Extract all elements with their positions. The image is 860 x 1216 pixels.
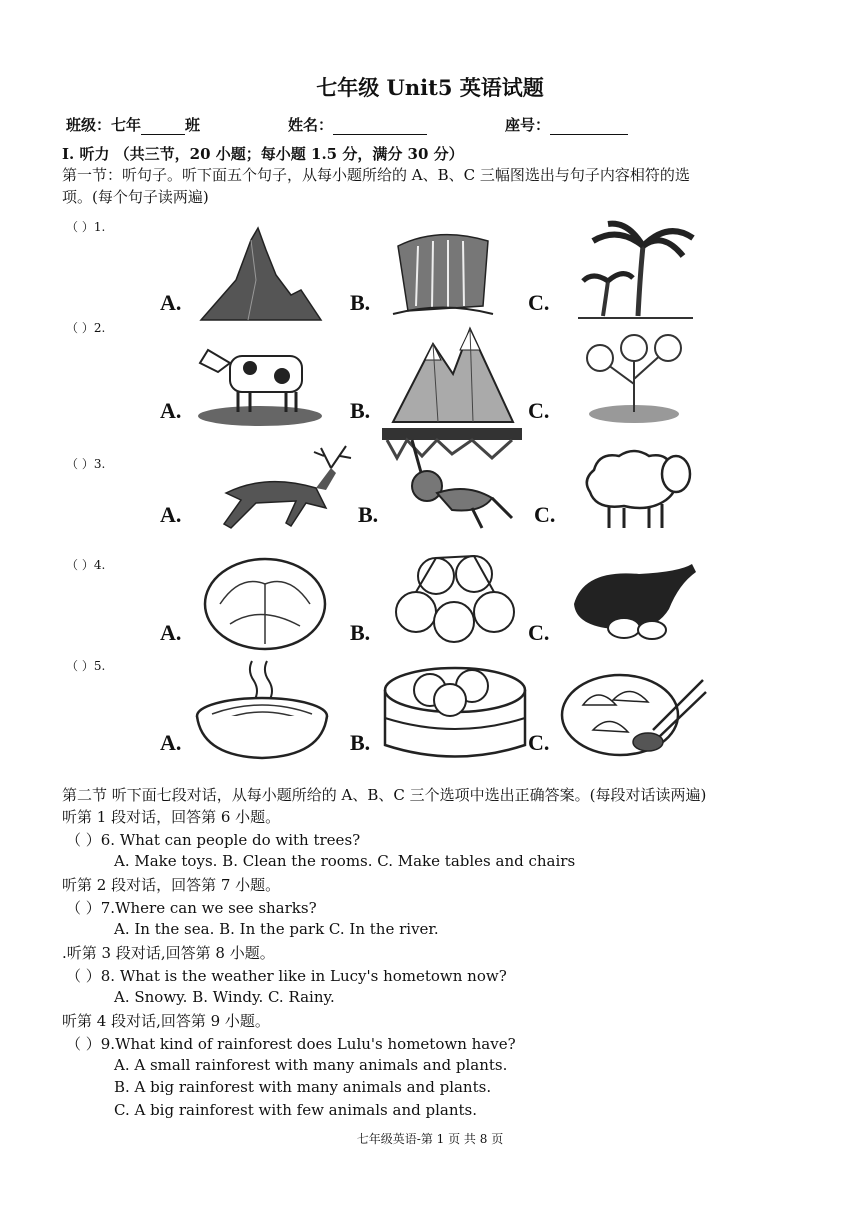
part1-intro-line1: 第一节：听句子。听下面五个句子，从每小题所给的 A、B、C 三幅图选出与句子内容相符的选 [62, 166, 690, 184]
seat-blank[interactable] [550, 119, 628, 135]
seat-field [505, 114, 628, 135]
option-b-label: B. [350, 620, 371, 645]
palm-trees-icon[interactable] [568, 216, 698, 322]
option-c-label: C. [528, 620, 550, 645]
deer-icon[interactable] [196, 438, 356, 533]
q9-question: （ ）9.What kind of rainforest does Lulu's hometown have? [66, 1035, 516, 1053]
option-b-label: B. [350, 730, 371, 755]
monkey-icon[interactable] [382, 428, 522, 536]
noodles-icon[interactable] [192, 656, 332, 762]
picture-row-2 [160, 324, 700, 432]
q8-options: A. Snowy. B. Windy. C. Rainy. [114, 988, 335, 1006]
name-label: 姓名： [288, 116, 334, 134]
question-3-label: （ ）3. [66, 457, 106, 471]
class-blank[interactable] [141, 119, 185, 135]
mountain-icon[interactable] [196, 220, 326, 324]
question-4-label: （ ）4. [66, 558, 106, 572]
picture-row-4 [160, 546, 700, 654]
option-b-label: B. [350, 398, 371, 423]
sheep-icon[interactable] [564, 440, 704, 532]
class-suffix: 班 [185, 116, 201, 134]
question-2-label: （ ）2. [66, 321, 106, 335]
page-footer: 七年级英语-第 1 页 共 8 页 [356, 1132, 504, 1146]
q9-option-a: A. A small rainforest with many animals and plants. [114, 1056, 508, 1074]
cabbage-icon[interactable] [200, 554, 330, 652]
q6-lead: 听第 1 段对话，回答第 6 小题。 [62, 808, 281, 826]
waterfall-icon[interactable] [388, 226, 498, 322]
flowers-icon[interactable] [564, 324, 704, 424]
q7-lead: 听第 2 段对话，回答第 7 小题。 [62, 876, 281, 894]
option-c-label: C. [528, 398, 550, 423]
tomatoes-icon[interactable] [386, 550, 516, 650]
class-field [66, 114, 200, 135]
q9-lead: 听第 4 段对话,回答第 9 小题。 [62, 1012, 270, 1030]
picture-row-3 [160, 428, 700, 536]
page-title: 七年级 Unit5 英语试题 [316, 75, 544, 100]
cow-icon[interactable] [190, 328, 330, 428]
q9-option-c: C. A big rainforest with few animals and plants. [114, 1101, 477, 1119]
q6-question: （ ）6. What can people do with trees? [66, 831, 361, 849]
question-5-label: （ ）5. [66, 659, 106, 673]
question-1-label: （ ）1. [66, 220, 106, 234]
q9-option-b: B. A big rainforest with many animals and plants. [114, 1078, 492, 1096]
part1-intro-line2: 项。(每个句子读两遍) [62, 188, 209, 206]
eggplant-icon[interactable] [564, 554, 704, 650]
section-heading: I. 听力 （共三节，20 小题；每小题 1.5 分，满分 30 分） [62, 145, 464, 163]
seat-label: 座号： [505, 116, 551, 134]
dumplings-icon[interactable] [558, 660, 708, 762]
option-b-label: B. [350, 290, 371, 315]
class-label: 班级：七年 [66, 116, 142, 134]
option-a-label: A. [160, 502, 182, 527]
steamed-buns-icon[interactable] [380, 660, 530, 762]
q7-question: （ ）7.Where can we see sharks? [66, 899, 317, 917]
q7-options: A. In the sea. B. In the park C. In the river. [114, 920, 439, 938]
name-field [288, 114, 427, 135]
option-a-label: A. [160, 730, 182, 755]
option-a-label: A. [160, 620, 182, 645]
option-c-label: C. [528, 290, 550, 315]
picture-row-1 [160, 216, 700, 324]
option-b-label: B. [358, 502, 379, 527]
option-a-label: A. [160, 290, 182, 315]
option-c-label: C. [534, 502, 556, 527]
mountains-icon[interactable] [388, 324, 518, 424]
option-a-label: A. [160, 398, 182, 423]
q6-options: A. Make toys. B. Clean the rooms. C. Make tables and chairs [114, 852, 576, 870]
part2-intro: 第二节 听下面七段对话，从每小题所给的 A、B、C 三个选项中选出正确答案。(每段对话读两遍) [62, 786, 707, 804]
q8-lead: .听第 3 段对话,回答第 8 小题。 [62, 944, 275, 962]
option-c-label: C. [528, 730, 550, 755]
picture-row-5 [160, 656, 700, 764]
q8-question: （ ）8. What is the weather like in Lucy's hometown now? [66, 967, 507, 985]
name-blank[interactable] [333, 119, 427, 135]
